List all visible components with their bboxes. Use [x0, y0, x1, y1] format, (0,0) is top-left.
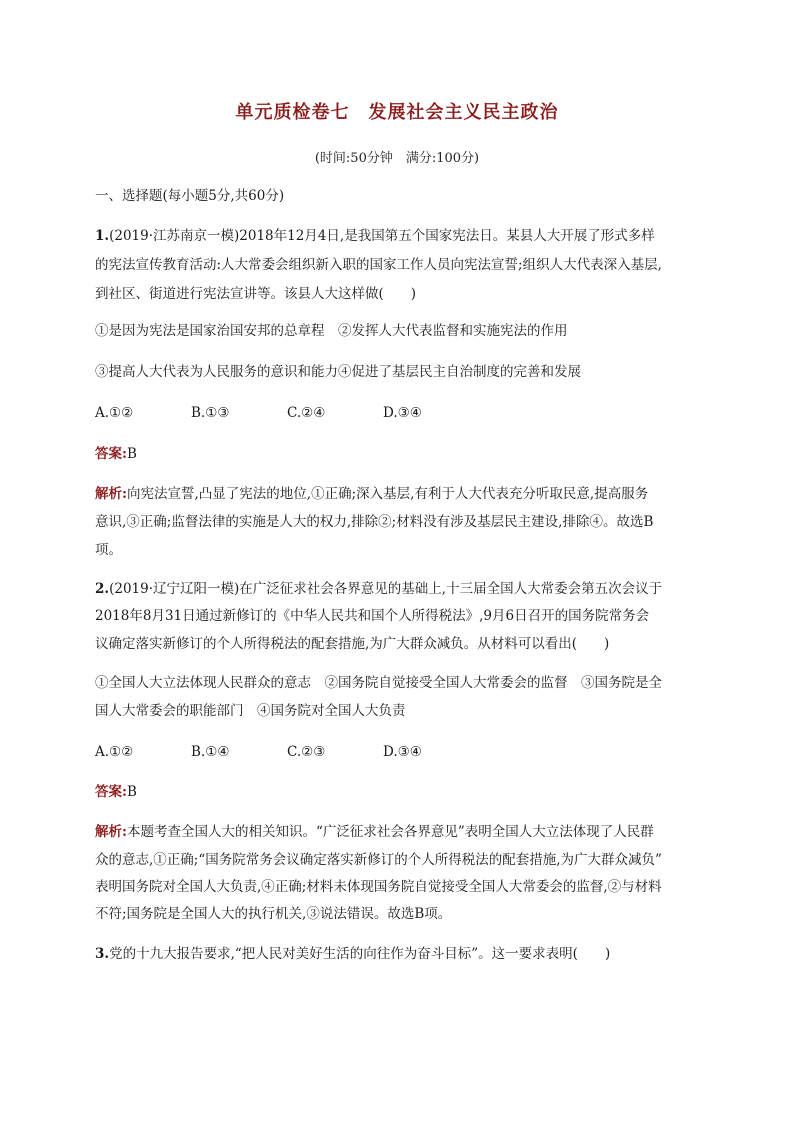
- page-subtitle: (时间:50分钟 满分:100分): [314, 151, 480, 166]
- answer-value: B: [126, 784, 137, 800]
- option-b: B.①③: [191, 405, 230, 421]
- analysis-text: 本题考查全国人大的相关知识。“广泛征求社会各界意见”表明全国人大立法体现了人民群: [126, 824, 654, 840]
- question-3-line-1: [95, 944, 705, 964]
- question-1-options: [95, 403, 705, 423]
- option-c: C.②④: [287, 405, 326, 421]
- analysis-label: 解析:: [95, 486, 127, 502]
- question-number: 2.: [95, 581, 110, 597]
- section-heading: 一、选择题(每小题5分,共60分): [95, 188, 285, 204]
- question-2-line-3: 议确定落实新修订的个人所得税法的配套措施,为广大群众减负。从材料可以看出( ): [95, 636, 610, 652]
- question-1-line-1: [95, 226, 705, 246]
- question-2-statement-1: ①全国人大立法体现人民群众的意志 ②国务院自觉接受全国人大常委会的监督 ③国务院是全: [95, 675, 662, 691]
- answer-label: 答案:: [95, 784, 127, 800]
- question-text: (2019·江苏南京一模)2018年12月4日,是我国第五个国家宪法日。某县人大开展了形式多样: [109, 228, 655, 244]
- question-1-statement-1: ①是因为宪法是国家治国安邦的总章程 ②发挥人大代表监督和实施宪法的作用: [95, 323, 568, 339]
- answer-value: B: [126, 446, 137, 462]
- question-2-analysis-line-3: 表明国务院对全国人大负责,④正确;材料未体现国务院自觉接受全国人大常委会的监督,②与材料: [95, 879, 662, 895]
- question-1-analysis-line-3: 项。: [95, 542, 122, 558]
- question-2-line-2: 2018年8月31日通过新修订的《中华人民共和国个人所得税法》,9月6日召开的国务院常务会: [95, 608, 650, 624]
- question-text: 党的十九大报告要求,“把人民对美好生活的向往作为奋斗目标”。这一要求表明( ): [109, 946, 611, 962]
- question-2-line-1: [95, 579, 705, 599]
- question-number: 3.: [95, 946, 110, 962]
- option-a: A.①②: [95, 744, 134, 760]
- answer-label: 答案:: [95, 446, 127, 462]
- question-text: (2019·辽宁辽阳一模)在广泛征求社会各界意见的基础上,十三届全国人大常委会第五次会议于: [109, 581, 663, 597]
- question-2-analysis-line-1: [95, 822, 705, 842]
- question-1-answer: [95, 444, 705, 464]
- question-1-statement-2: ③提高人大代表为人民服务的意识和能力④促进了基层民主自治制度的完善和发展: [95, 364, 581, 380]
- option-a: A.①②: [95, 405, 134, 421]
- question-1-line-2: 的宪法宣传教育活动:人大常委会组织新入职的国家工作人员向宪法宣誓;组织人大代表深入基层,: [95, 257, 662, 273]
- question-2-options: [95, 742, 705, 762]
- option-c: C.②③: [287, 744, 326, 760]
- question-number: 1.: [95, 228, 110, 244]
- option-b: B.①④: [191, 744, 230, 760]
- page-title: 单元质检卷七 发展社会主义民主政治: [235, 102, 559, 123]
- question-1-analysis-line-2: 意识,③正确;监督法律的实施是人大的权力,排除②;材料没有涉及基层民主建设,排除④。故选B: [95, 514, 654, 530]
- question-2-analysis-line-4: 不符;国务院是全国人大的执行机关,③说法错误。故选B项。: [95, 906, 452, 922]
- question-2-analysis-line-2: 众的意志,①正确;“国务院常务会议确定落实新修订的个人所得税法的配套措施,为广大群众减负”: [95, 852, 662, 868]
- analysis-text: 向宪法宣誓,凸显了宪法的地位,①正确;深入基层,有利于人大代表充分听取民意,提高服务: [126, 486, 649, 502]
- option-d: D.③④: [383, 405, 422, 421]
- analysis-label: 解析:: [95, 824, 127, 840]
- question-1-line-3: 到社区、街道进行宪法宣讲等。该县人大这样做( ): [95, 286, 417, 302]
- option-d: D.③④: [383, 744, 422, 760]
- question-1-analysis-line-1: [95, 484, 705, 504]
- question-2-answer: [95, 782, 705, 802]
- question-2-statement-2: 国人大常委会的职能部门 ④国务院对全国人大负责: [95, 703, 406, 719]
